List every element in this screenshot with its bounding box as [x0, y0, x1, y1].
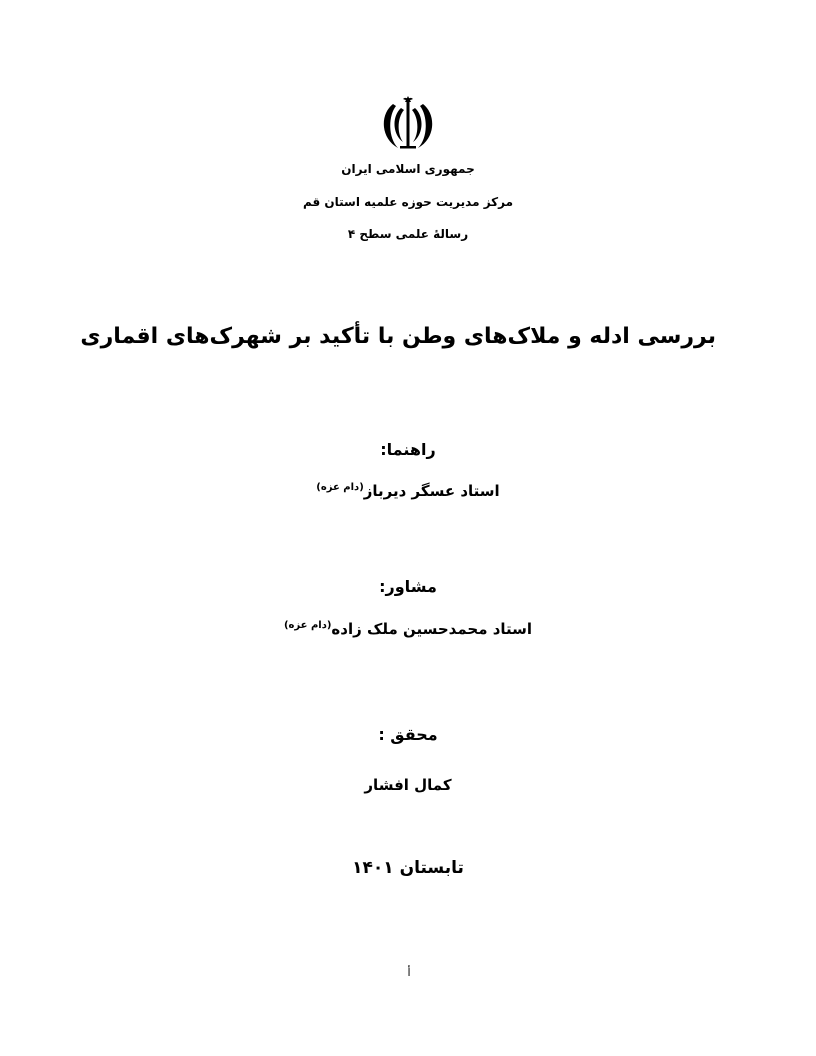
- supervisor-name: [280, 482, 536, 500]
- thesis-title: بررسی ادله و ملاک‌های وطن با تأکید بر شهرک‌های اقماری: [80, 324, 716, 349]
- supervisor-honorific: (دام عزه): [316, 482, 364, 493]
- thesis-level: رسالۀ علمی سطح ۴: [347, 227, 469, 241]
- advisor-name: [250, 620, 566, 638]
- supervisor-name-text: استاد عسگر دیرباز: [363, 482, 500, 500]
- advisor-honorific: (دام عزه): [283, 620, 332, 631]
- page-number: أ: [407, 966, 411, 979]
- country-name: جمهوری اسلامی ایران: [341, 162, 475, 176]
- researcher-label: محقق :: [378, 725, 438, 744]
- institution-name: مرکز مدیریت حوزه علمیه استان قم: [302, 195, 514, 209]
- supervisor-label: راهنما:: [380, 440, 436, 459]
- advisor-label: مشاور:: [379, 577, 437, 596]
- thesis-date: تابستان ۱۴۰۱: [352, 858, 464, 878]
- researcher-name: کمال افشار: [364, 776, 452, 794]
- iran-emblem-icon: [378, 96, 438, 152]
- advisor-name-text: استاد محمدحسین ملک زاده: [331, 620, 533, 638]
